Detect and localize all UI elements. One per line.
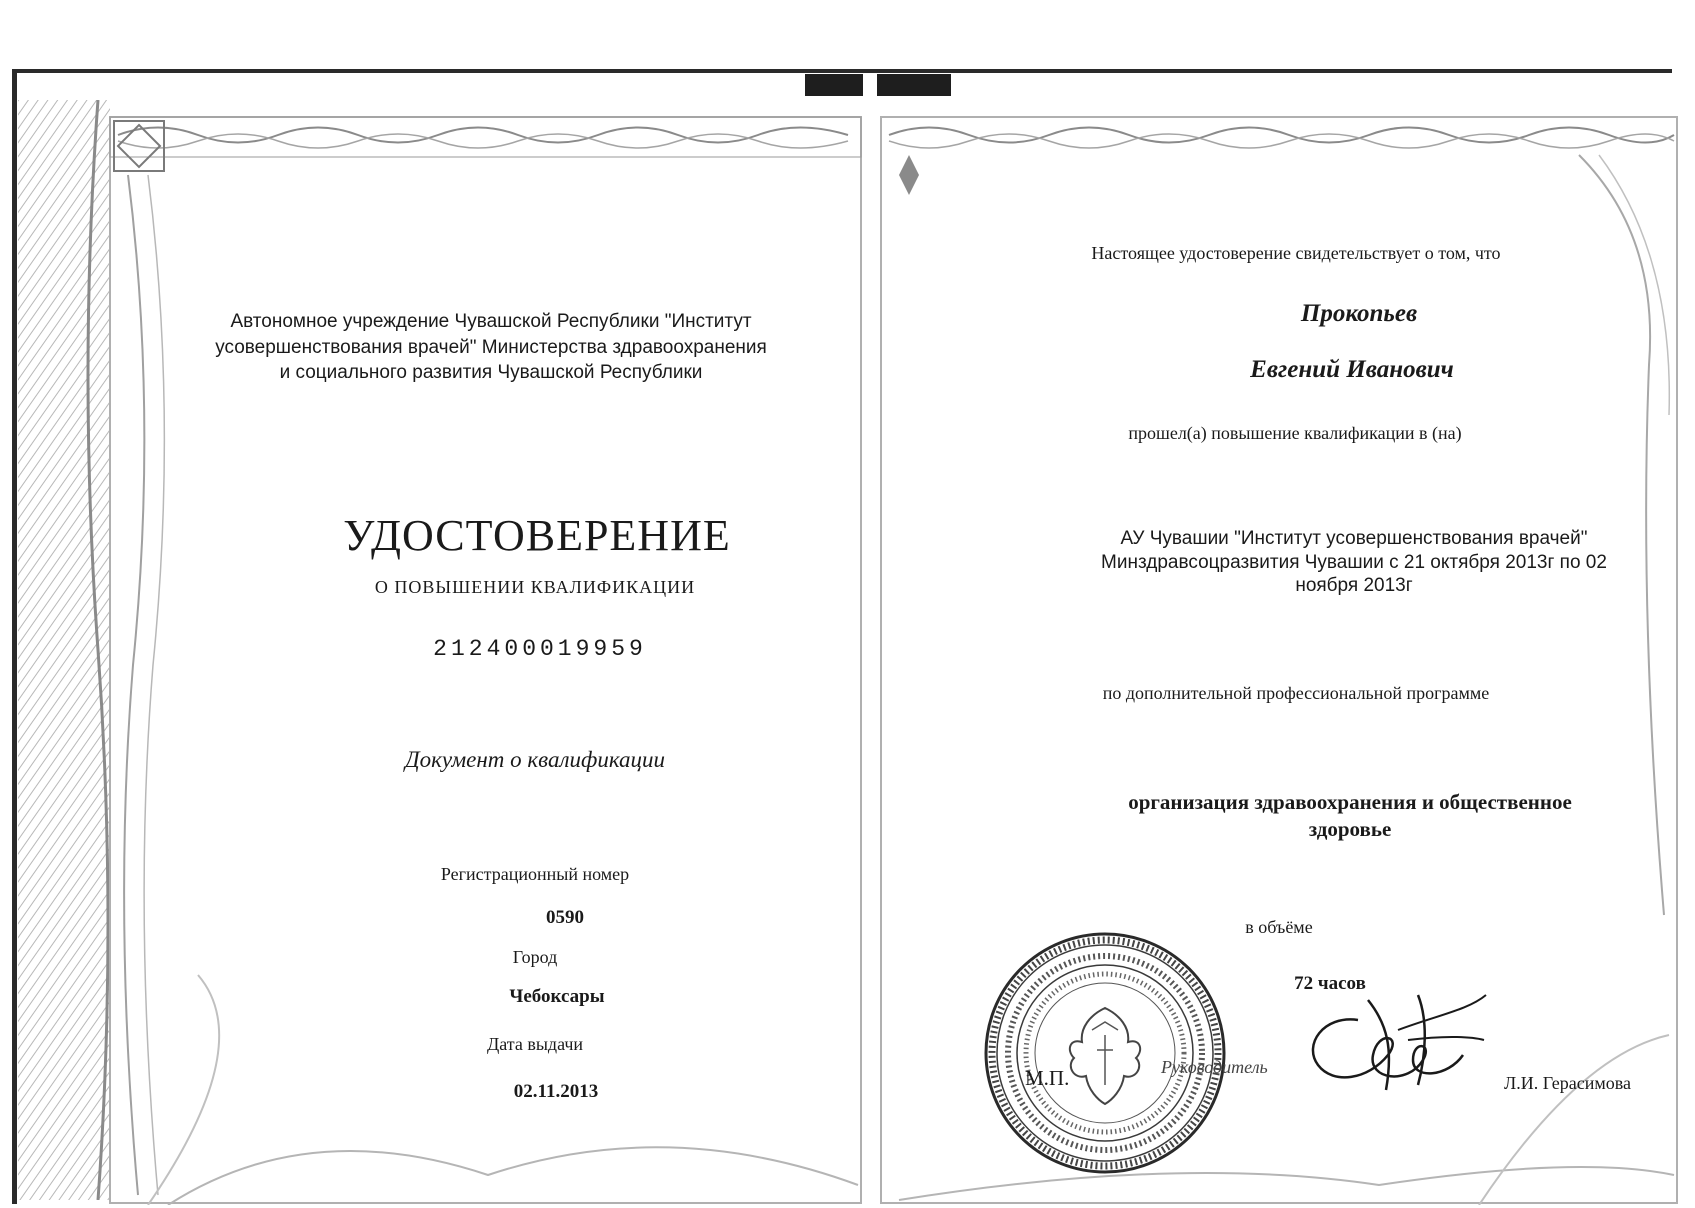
institution-line-1: Автономное учреждение Чувашской Республики "Институт: [230, 311, 752, 332]
serial-number: 212400019959: [433, 636, 647, 662]
head-name: Л.И. Герасимова: [1504, 1073, 1631, 1093]
issue-date-label: Дата выдачи: [486, 1034, 584, 1054]
course-line-2: Минздравсоцразвития Чувашии с 21 октября 2013г по 02: [1101, 552, 1607, 573]
volume-label: в объёме: [1245, 917, 1313, 937]
scan-mark-right: [877, 74, 951, 96]
reg-number-label: Регистрационный номер: [440, 864, 630, 884]
official-seal-stamp: [982, 930, 1228, 1176]
guilloche-side-strip: [18, 100, 110, 1200]
course-line-3: ноября 2013г: [1295, 575, 1413, 596]
holder-name: Евгений Иванович: [1250, 356, 1454, 383]
institution-line-3: и социального развития Чувашской Республики: [279, 362, 703, 383]
course-line-1: АУ Чувашии "Институт усовершенствования врачей": [1120, 528, 1588, 549]
seal-mark: М.П.: [1025, 1066, 1070, 1090]
document-type: Документ о квалификации: [404, 747, 666, 772]
intro-text: Настоящее удостоверение свидетельствует о том, что: [1091, 243, 1501, 263]
scan-edge-left: [12, 69, 17, 1204]
signature: [1298, 985, 1488, 1095]
program-line-2: здоровье: [1308, 817, 1392, 841]
head-label: Руководитель: [1161, 1057, 1268, 1077]
completed-text: прошел(а) повышение квалификации в (на): [1128, 423, 1462, 443]
scan-mark-left: [805, 74, 863, 96]
scan-edge-top: [12, 69, 1672, 73]
reg-number: 0590: [546, 907, 584, 928]
holder-surname: Прокопьев: [1300, 300, 1418, 327]
city: Чебоксары: [509, 986, 605, 1007]
program-line-1: организация здравоохранения и общественное: [1128, 790, 1572, 814]
volume-value: 72 часов: [1294, 973, 1366, 994]
document-title: УДОСТОВЕРЕНИЕ: [343, 511, 731, 560]
city-label: Город: [512, 947, 558, 967]
program-label: по дополнительной профессиональной программе: [1102, 683, 1490, 703]
document-subtitle: О ПОВЫШЕНИИ КВАЛИФИКАЦИИ: [374, 577, 696, 597]
institution-line-2: усовершенствования врачей" Министерства здравоохранения: [215, 337, 767, 358]
issue-date: 02.11.2013: [513, 1081, 599, 1102]
